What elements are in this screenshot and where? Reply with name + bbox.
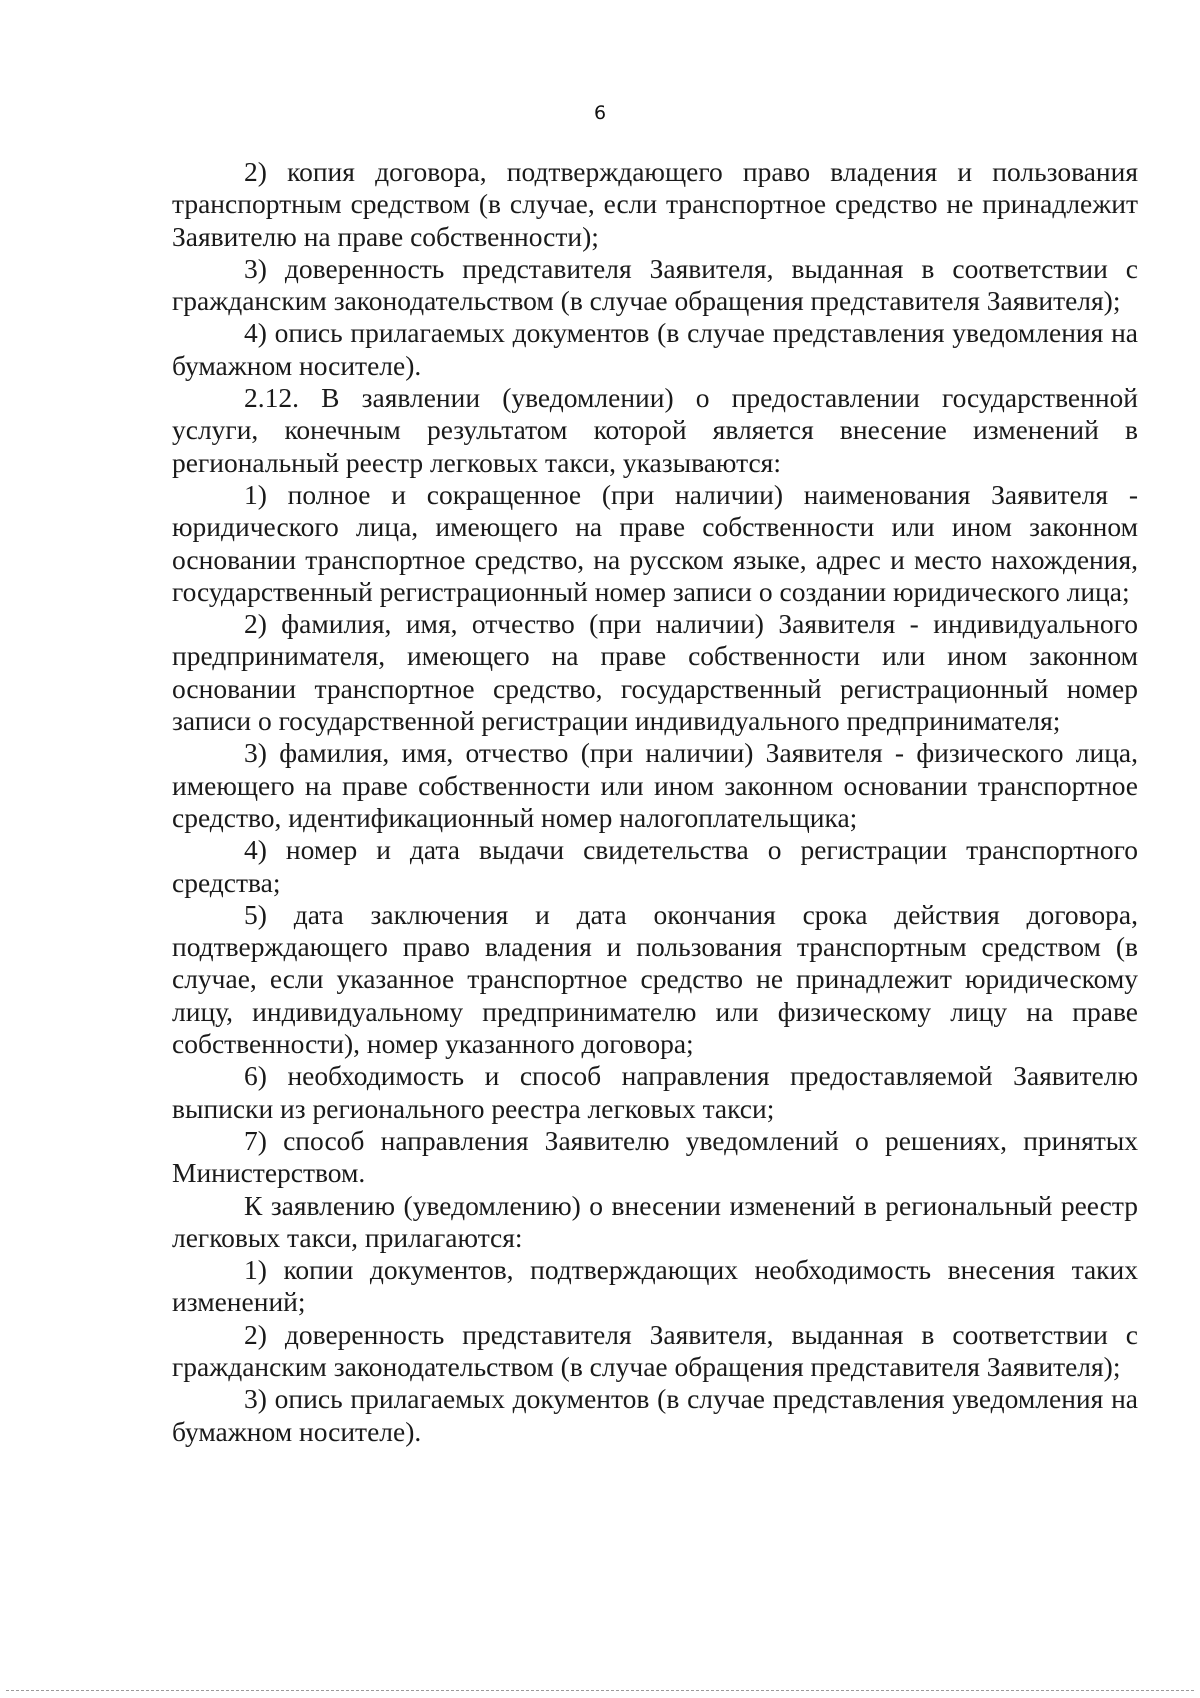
paragraph: 3) опись прилагаемых документов (в случае представления уведомления на бумажном носителе). [172, 1383, 1138, 1447]
paragraph: 2.12. В заявлении (уведомлении) о предоставлении государственной услуги, конечным результатом которой является внесение изменений в региональный реестр легковых такси, указываются: [172, 382, 1138, 478]
page-number: 6 [593, 102, 607, 124]
paragraph: 4) номер и дата выдачи свидетельства о регистрации транспортного средства; [172, 834, 1138, 898]
paragraph: 1) копии документов, подтверждающих необходимость внесения таких изменений; [172, 1254, 1138, 1318]
paragraph: 3) фамилия, имя, отчество (при наличии) Заявителя - физического лица, имеющего на праве собственности или ином законном основании транспортное средство, идентификационный номер налогоплательщика; [172, 737, 1138, 833]
paragraph: 2) фамилия, имя, отчество (при наличии) Заявителя - индивидуального предпринимателя, имеющего на праве собственности или ином законном основании транспортное средство, государственный регистрационный номер записи о государственной регистрации индивидуального предпринимателя; [172, 608, 1138, 737]
scan-edge-divider [6, 1690, 1194, 1691]
paragraph: 2) доверенность представителя Заявителя, выданная в соответствии с гражданским законодательством (в случае обращения представителя Заявителя); [172, 1318, 1138, 1382]
document-body [172, 156, 1138, 1448]
paragraph: К заявлению (уведомлению) о внесении изменений в региональный реестр легковых такси, прилагаются: [172, 1189, 1138, 1253]
paragraph: 7) способ направления Заявителю уведомлений о решениях, принятых Министерством. [172, 1124, 1138, 1189]
paragraph: 1) полное и сокращенное (при наличии) наименования Заявителя - юридического лица, имеющего на праве собственности или ином законном основании транспортное средство, на русском языке, адрес и место нахождения, государственный регистрационный номер записи о создании юридического лица; [172, 478, 1138, 607]
paragraph: 5) дата заключения и дата окончания срока действия договора, подтверждающего право владения и пользования транспортным средством (в случае, если указанное транспортное средство не принадлежит юридическому лицу, индивидуальному предпринимателю или физическому лицу на праве собственности), номер указанного договора; [172, 898, 1138, 1060]
paragraph: 6) необходимость и способ направления предоставляемой Заявителю выписки из регионального реестра легковых такси; [172, 1060, 1138, 1124]
paragraph: 3) доверенность представителя Заявителя, выданная в соответствии с гражданским законодательством (в случае обращения представителя Заявителя); [172, 252, 1138, 317]
paragraph: 4) опись прилагаемых документов (в случае представления уведомления на бумажном носителе). [172, 317, 1138, 381]
paragraph: 2) копия договора, подтверждающего право владения и пользования транспортным средством (в случае, если транспортное средство не принадлежит Заявителю на праве собственности); [172, 156, 1138, 252]
